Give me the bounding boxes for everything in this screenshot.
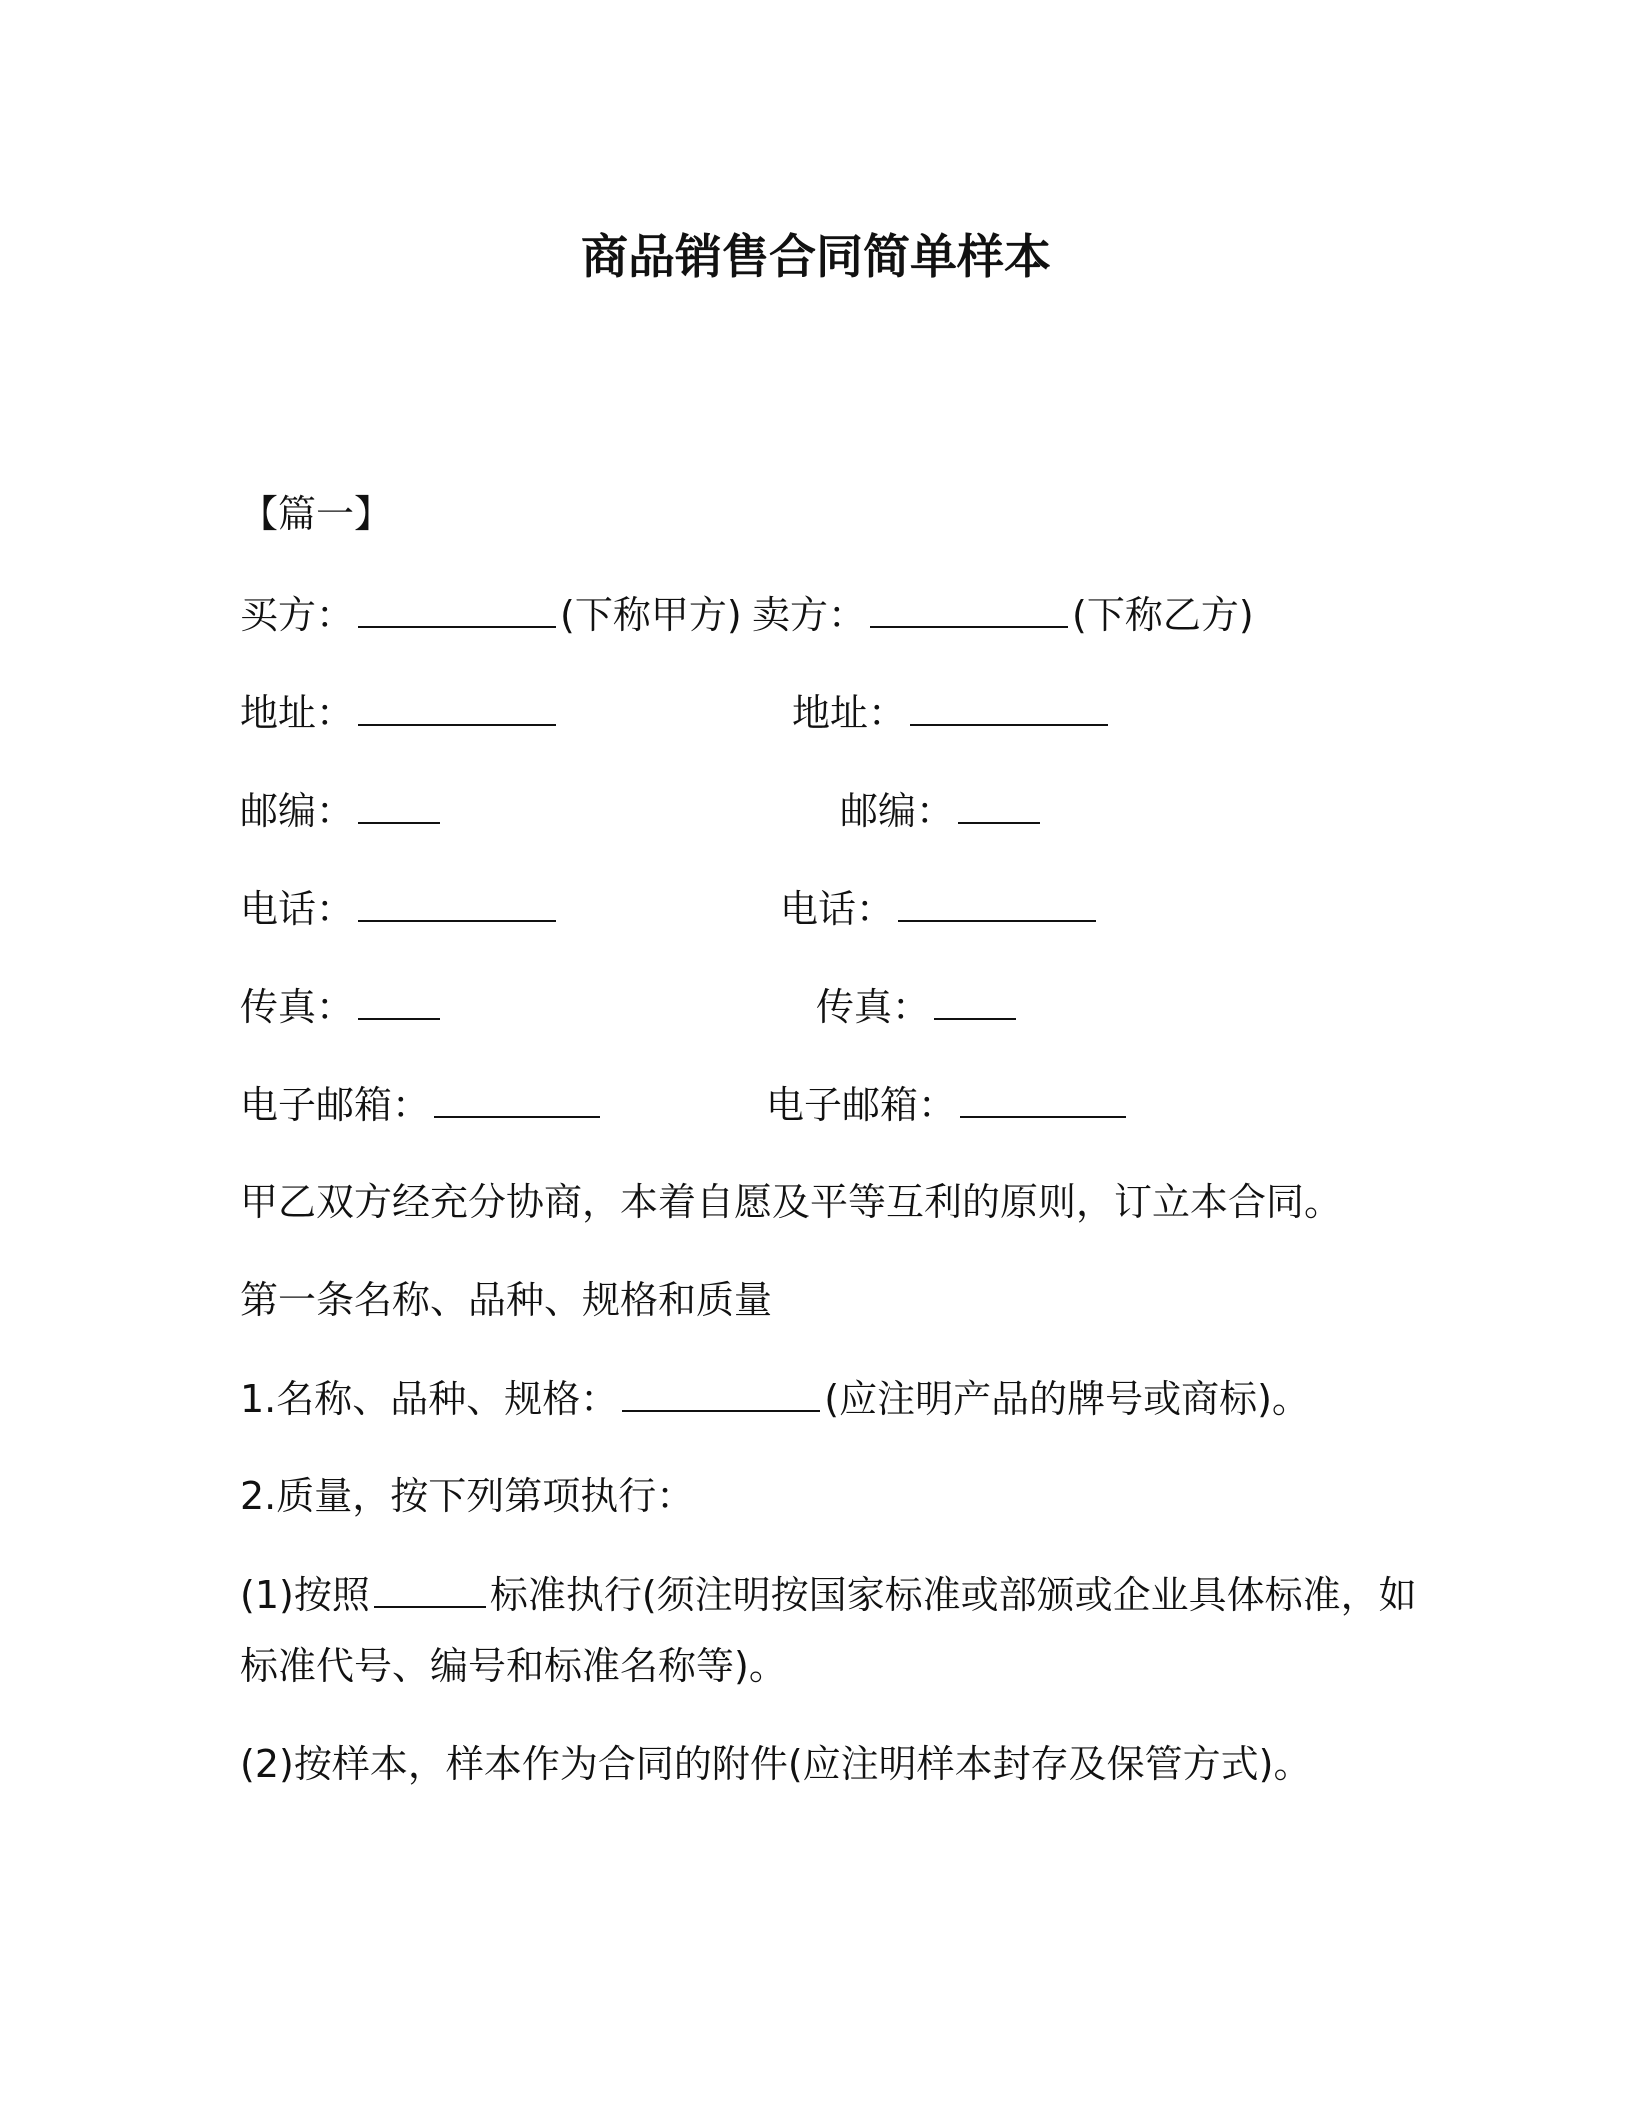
buyer-phone-blank (358, 882, 556, 922)
seller-address-label: 地址： (792, 691, 907, 735)
seller-fax-label: 传真： (816, 985, 931, 1029)
buyer-address-label: 地址： (240, 691, 355, 735)
buyer-address-blank (358, 686, 556, 726)
seller-blank (870, 588, 1068, 628)
section-label: 【篇一】 (240, 492, 393, 536)
seller-postcode-label: 邮编： (840, 789, 955, 833)
item-2: 2.质量，按下列第项执行： (240, 1474, 695, 1518)
buyer-phone-label: 电话： (240, 887, 355, 931)
item-2-1 (240, 1568, 1417, 1621)
item-2-2: (2)按样本，样本作为合同的附件(应注明样本封存及保管方式)。 (240, 1742, 1312, 1786)
seller-label: 卖方： (752, 593, 867, 637)
buyer-email-label: 电子邮箱： (240, 1083, 431, 1127)
buyer-label: 买方： (240, 593, 355, 637)
item-1-blank (622, 1372, 820, 1412)
document-title: 商品销售合同简单样本 (581, 230, 1051, 285)
seller-suffix: (下称乙方) (1072, 593, 1254, 637)
intro-paragraph: 甲乙双方经充分协商，本着自愿及平等互利的原则，订立本合同。 (240, 1180, 1343, 1224)
seller-email-blank (960, 1078, 1126, 1118)
item-2-1-continuation: 标准代号、编号和标准名称等)。 (240, 1644, 787, 1688)
item-2-1-prefix: (1)按照 (240, 1573, 370, 1617)
item-1-note: (应注明产品的牌号或商标)。 (824, 1377, 1310, 1421)
seller-phone-label: 电话： (780, 887, 895, 931)
item-2-1-suffix: 标准执行(须注明按国家标准或部颁或企业具体标准，如 (489, 1573, 1417, 1617)
seller-phone-blank (898, 882, 1096, 922)
seller-postcode-blank (958, 784, 1040, 824)
buyer-postcode-label: 邮编： (240, 789, 355, 833)
seller-address-blank (910, 686, 1108, 726)
item-1 (240, 1372, 1310, 1425)
buyer-suffix: (下称甲方) (560, 593, 742, 637)
buyer-fax-label: 传真： (240, 985, 355, 1029)
buyer-fax-blank (358, 980, 440, 1020)
buyer-postcode-blank (358, 784, 440, 824)
buyer-blank (358, 588, 556, 628)
buyer-email-blank (434, 1078, 600, 1118)
item-1-label: 1.名称、品种、规格： (240, 1377, 619, 1421)
seller-fax-blank (934, 980, 1016, 1020)
standard-blank (374, 1568, 486, 1608)
seller-email-label: 电子邮箱： (766, 1083, 957, 1127)
article-1-heading: 第一条名称、品种、规格和质量 (240, 1278, 773, 1322)
